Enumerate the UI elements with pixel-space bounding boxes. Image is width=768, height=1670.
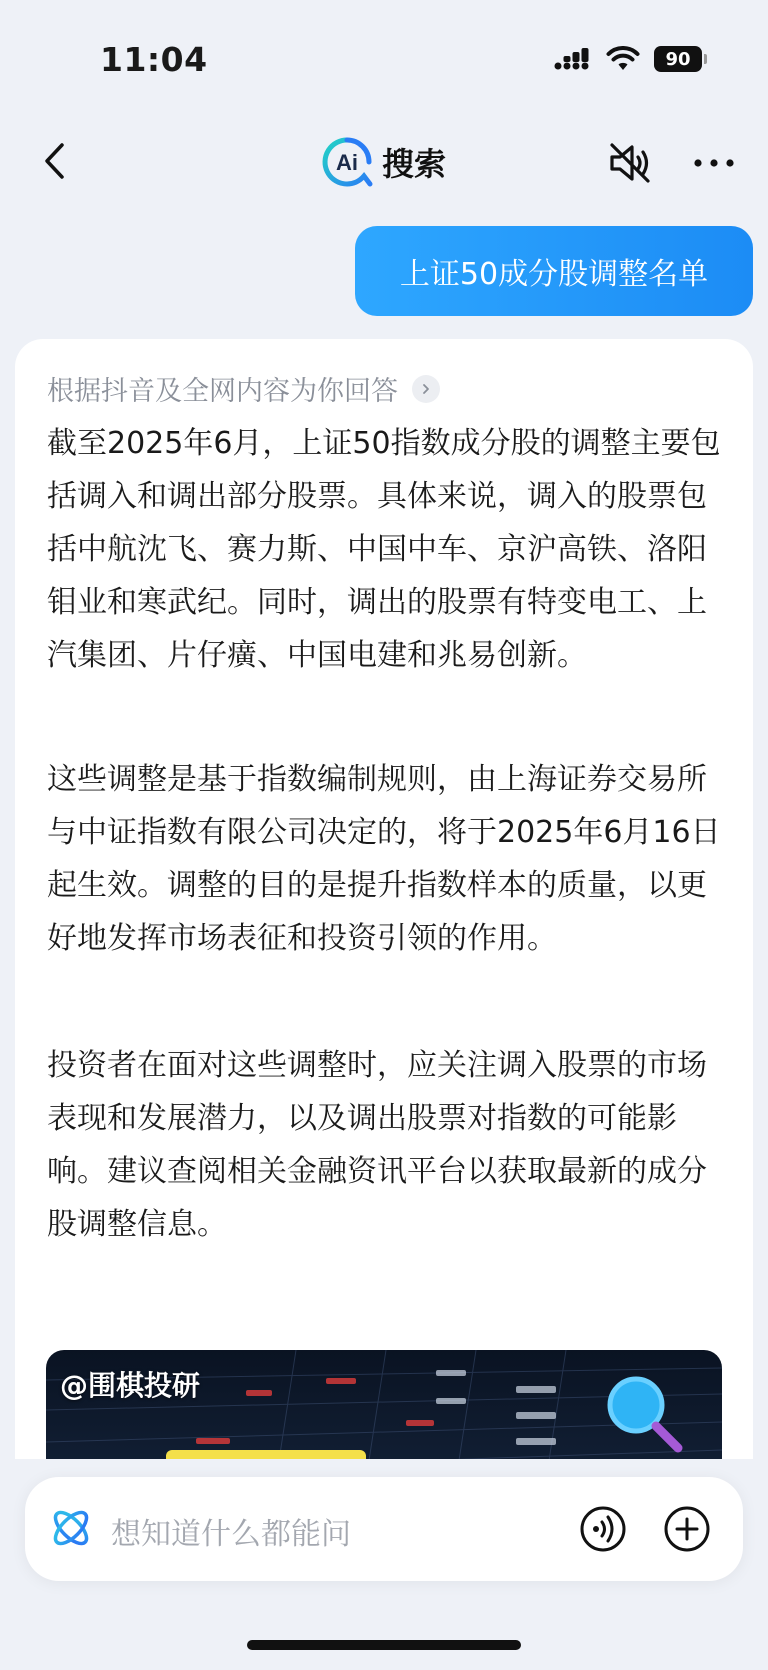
user-query-bubble[interactable]: 上证50成分股调整名单 <box>355 226 753 316</box>
back-button[interactable] <box>30 137 78 185</box>
voice-button[interactable] <box>579 1505 627 1553</box>
status-time: 11:04 <box>100 40 208 79</box>
plus-icon <box>663 1505 711 1553</box>
mute-button[interactable] <box>606 139 654 187</box>
voice-icon <box>579 1505 627 1553</box>
status-bar <box>0 0 768 120</box>
ai-search-logo-icon <box>320 135 374 189</box>
chevron-right-icon <box>412 375 440 403</box>
add-button[interactable] <box>663 1505 711 1553</box>
wifi-icon <box>606 46 640 72</box>
nav-bar <box>0 125 768 199</box>
search-input[interactable]: 想知道什么都能问 <box>111 1517 351 1552</box>
source-label: 根据抖音及全网内容为你回答 <box>47 376 398 407</box>
media-thumbnail[interactable] <box>46 1350 722 1459</box>
nav-title-group <box>320 135 446 189</box>
mute-icon <box>606 139 654 187</box>
source-row[interactable] <box>47 369 440 408</box>
page-title: 搜索 <box>382 145 447 183</box>
battery-indicator: 90 <box>654 46 702 72</box>
cellular-signal-icon <box>554 47 592 71</box>
answer-paragraph: 截至2025年6月，上证50指数成分股的调整主要包括调入和调出部分股票。具体来说，调入的股票包括中航沈飞、赛力斯、中国中车、京沪高铁、洛阳钼业和寒武纪。同时，调出的股票有特变电工、上汽集团、片仔癀、中国电建和兆易创新。 <box>47 426 721 673</box>
answer-card <box>15 339 753 1459</box>
answer-paragraph: 这些调整是基于指数编制规则，由上海证券交易所与中证指数有限公司决定的，将于2025年6月16日起生效。调整的目的是提升指数样本的质量，以更好地发挥市场表征和投资引领的作用。 <box>47 762 721 956</box>
more-icon <box>690 139 738 187</box>
ai-assistant-icon[interactable] <box>47 1504 95 1552</box>
chevron-left-icon <box>41 141 67 181</box>
home-indicator[interactable] <box>247 1640 521 1650</box>
answer-paragraph: 投资者在面对这些调整时，应关注调入股票的市场表现和发展潜力，以及调出股票对指数的可能影响。建议查阅相关金融资讯平台以获取最新的成分股调整信息。 <box>47 1048 707 1242</box>
svg-text:Ai: Ai <box>336 150 358 175</box>
input-bar[interactable] <box>25 1477 743 1581</box>
media-author-label: @围棋投研 <box>60 1369 201 1402</box>
status-icons <box>554 46 702 72</box>
more-button[interactable] <box>690 139 738 187</box>
